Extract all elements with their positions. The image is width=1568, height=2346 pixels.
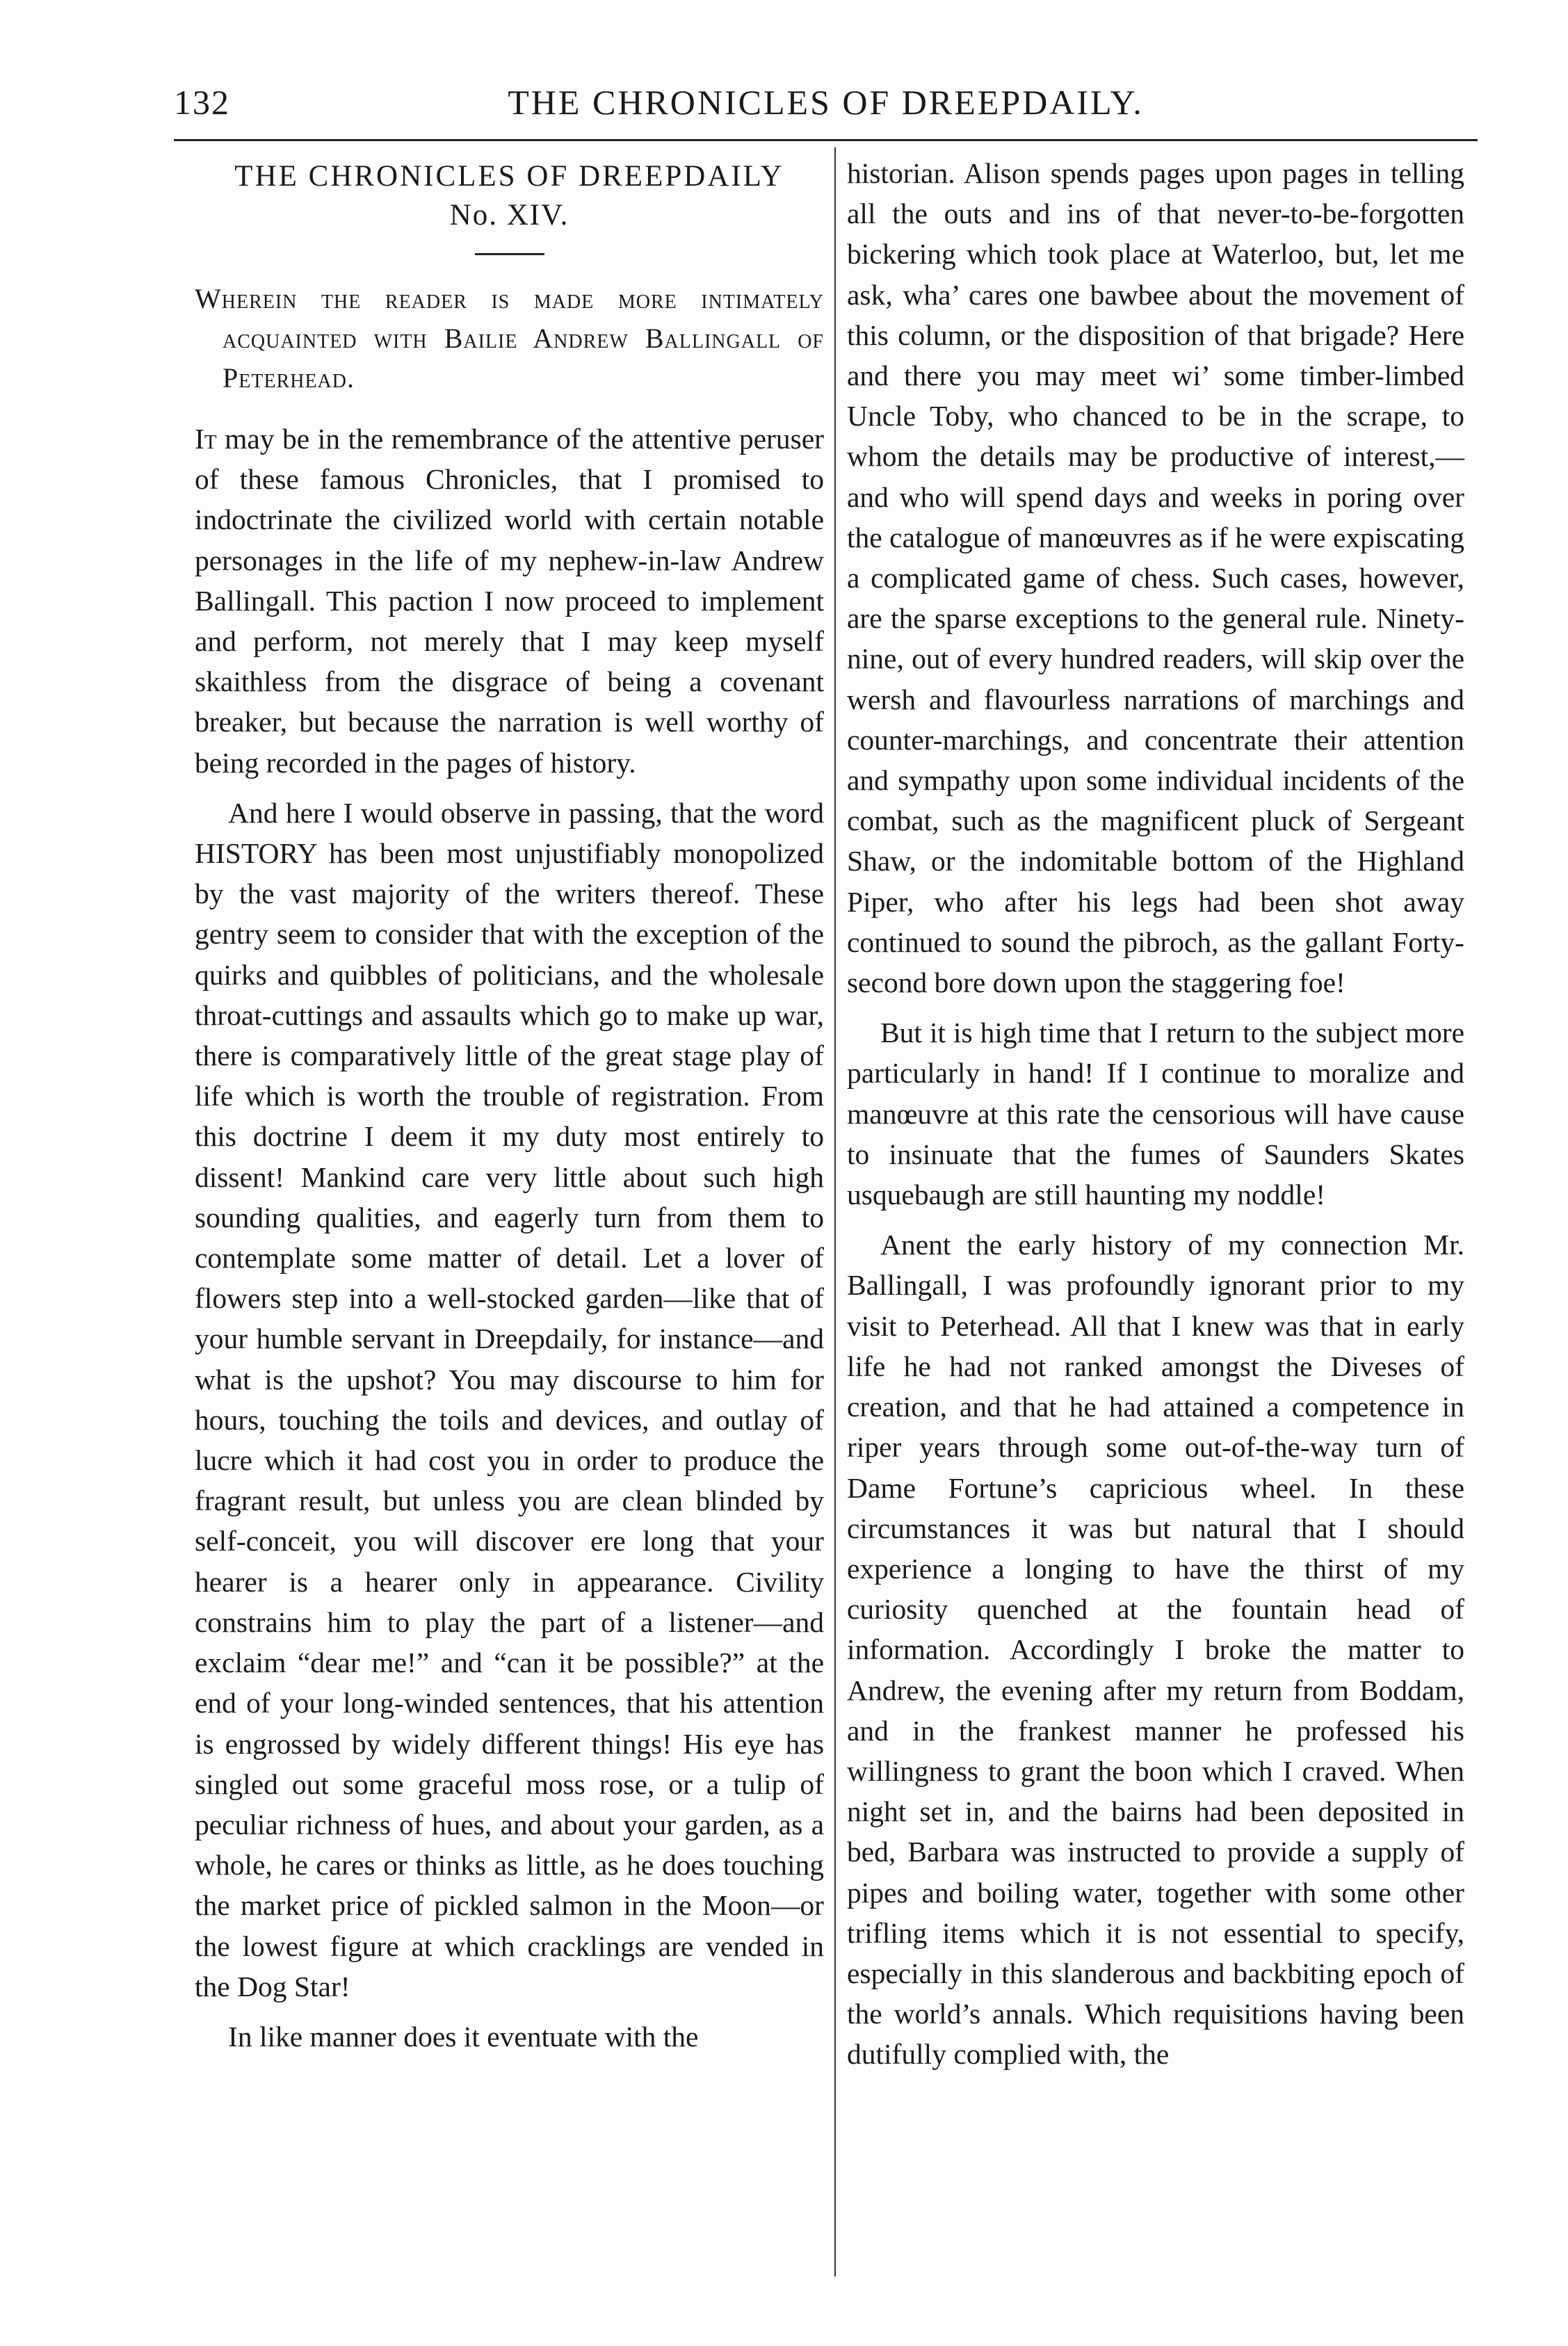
right-column <box>847 153 1464 2276</box>
paragraph: historian. Alison spends pages upon pages in telling all the outs and ins of that never-to-be-forgotten bickering which took place at Waterloo, but, let me ask, wha’ cares one bawbee about the movement of this column, or the disposition of that brigade? Here and there you may meet wi’ some timber-limbed Uncle Toby, who chanced to be in the scrape, to whom the details may be productive of interest,—and who will spend days and weeks in poring over the catalogue of manœuvres as if he were expiscating a complicated game of chess. Such cases, however, are the sparse exceptions to the general rule. Ninety-nine, out of every hundred readers, will skip over the wersh and flavourless narrations of marchings and counter-marchings, and concentrate their attention and sympathy upon some individual incidents of the combat, such as the magnificent pluck of Sergeant Shaw, or the indomitable bottom of the Highland Piper, who after his legs had been shot away continued to sound the pibroch, as the gallant Forty-second bore down upon the staggering foe! <box>847 157 1464 999</box>
chapter-title: THE CHRONICLES OF DREEPDAILY <box>234 160 784 193</box>
chapter-number: No. XIV. <box>449 199 569 232</box>
paragraph: And here I would observe in passing, that the word HISTORY has been most unjustifiably monopolized by the vast majority of the writers thereof. These gentry seem to consider that with the exception of the quirks and quibbles of politicians, and the wholesale throat-cuttings and assaults which go to make up war, there is comparatively little of the great stage play of life which is worth the trouble of registration. From this doctrine I deem it my duty most entirely to dissent! Mankind care very little about such high sounding qualities, and eagerly turn from them to contemplate some matter of detail. Let a lover of flowers step into a well-stocked garden—like that of your humble servant in Dreepdaily, for instance—and what is the upshot? You may discourse to him for hours, touching the toils and devices, and outlay of lucre which it had cost you in order to produce the fragrant result, but unless you are clean blinded by self-conceit, you will discover ere long that your hearer is a hearer only in appearance. Civility constrains him to play the part of a listener—and exclaim “dear me!” and “can it be possible?” at the end of your long-winded sentences, that his attention is engrossed by widely different things! His eye has singled out some graceful moss rose, or a tulip of peculiar richness of hues, and about your garden, as a whole, he cares or thinks as little, as he does touching the market price of pickled salmon in the Moon—or the lowest figure at which cracklings are vended in the Dog Star! <box>195 796 824 2003</box>
paragraph-text: may be in the remembrance of the attentive peruser of these famous Chronicles, that I promised to indoctrinate the civilized world with certain notable personages in the life of my nephew-in-law Andrew Ballingall. This paction I now proceed to implement and perform, not merely that I may keep myself skaithless from the disgrace of being a covenant breaker, but because the narration is well worthy of being recorded in the pages of history. <box>195 423 824 779</box>
chapter-argument: Wherein the reader is made more intimately acquainted with Bailie Andrew Ballingall of Peterhead. <box>195 283 824 394</box>
page-number: 132 <box>174 83 230 122</box>
paragraph <box>195 419 824 783</box>
title-rule <box>475 253 544 255</box>
header-rule <box>174 139 1478 141</box>
page-header <box>174 82 1478 131</box>
running-title: THE CHRONICLES OF DREEPDAILY. <box>508 83 1144 122</box>
column-divider <box>834 147 836 2276</box>
left-column <box>195 153 824 2276</box>
paragraph-opening-word: It <box>195 423 217 455</box>
paragraph: Anent the early history of my connection Mr. Ballingall, I was profoundly ignorant prior to my visit to Peterhead. All that I knew was that in early life he had not ranked amongst the Diveses of creation, and that he had attained a competence in riper years through some out-of-the-way turn of Dame Fortune’s capricious wheel. In these circumstances it was but natural that I should experience a longing to have the thirst of my curiosity quenched at the fountain head of information. Accordingly I broke the matter to Andrew, the evening after my return from Boddam, and in the frankest manner he professed his willingness to grant the boon which I craved. When night set in, and the bairns had been deposited in bed, Barbara was instructed to provide a supply of pipes and boiling water, together with some other trifling items which it is not essential to specify, especially in this slanderous and backbiting epoch of the world’s annals. Which requisitions having been dutifully complied with, the <box>847 1229 1464 2071</box>
paragraph: In like manner does it eventuate with the <box>228 2020 699 2053</box>
paragraph: But it is high time that I return to the subject more particularly in hand! If I continue to moralize and manœuvre at this rate the censorious will have cause to insinuate that the fumes of Saunders Skates usquebaugh are still haunting my noddle! <box>847 1017 1464 1211</box>
